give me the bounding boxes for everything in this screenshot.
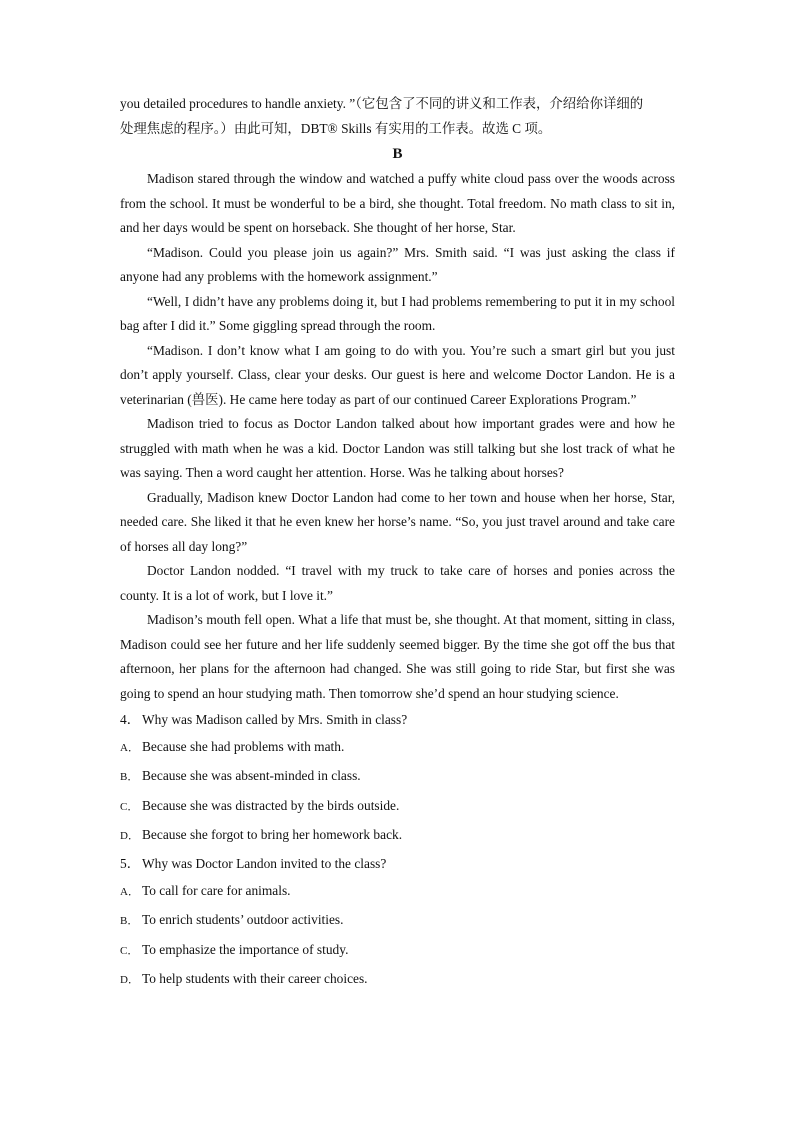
option-c bbox=[120, 792, 675, 821]
passage-paragraph: Gradually, Madison knew Doctor Landon had come to her town and house when her horse, Star, needed care. She liked it that he even knew her horse’s name. “So, you just travel around and take care of horses all day long?” bbox=[120, 489, 675, 554]
passage-paragraph: “Madison. Could you please join us again?” Mrs. Smith said. “I was just asking the class if anyone had any problems with the homework assignment.” bbox=[120, 244, 675, 284]
passage-paragraph: Madison’s mouth fell open. What a life that must be, she thought. At that moment, sitting in class, Madison could see her future and her life suddenly seemed bigger. By the time she got off the bus that afternoon, her plans for the afternoon had changed. She was still going to ride Star, but first she was going to spend an hour studying math. Then tomorrow she’d spend an hour studying science. bbox=[120, 612, 675, 701]
passage bbox=[120, 167, 675, 706]
option-text: To call for care for animals. bbox=[142, 883, 291, 899]
question-stem bbox=[120, 850, 675, 877]
option-label: A． bbox=[120, 742, 139, 755]
option-text: To enrich students’ outdoor activities. bbox=[142, 912, 344, 928]
option-d bbox=[120, 821, 675, 850]
option-label: D． bbox=[120, 973, 139, 986]
option-text: Because she had problems with math. bbox=[142, 739, 345, 755]
option-label: C． bbox=[120, 800, 139, 813]
option-text: Because she was distracted by the birds outside. bbox=[142, 797, 400, 813]
option-label: B． bbox=[120, 915, 139, 928]
question-text: Why was Doctor Landon invited to the class? bbox=[142, 856, 387, 872]
page-content bbox=[120, 92, 675, 994]
question-number: 4． bbox=[120, 712, 141, 727]
question-4 bbox=[120, 706, 675, 850]
question-text: Why was Madison called by Mrs. Smith in class? bbox=[142, 712, 408, 727]
option-label: D． bbox=[120, 829, 139, 842]
intro-line-2: 处理焦虑的程序。）由此可知，DBT® Skills 有实用的工作表。故选 C 项。 bbox=[120, 120, 552, 136]
option-d bbox=[120, 965, 675, 994]
option-label: B． bbox=[120, 771, 139, 784]
question-5 bbox=[120, 850, 675, 994]
option-label: C． bbox=[120, 944, 139, 957]
passage-paragraph: Doctor Landon nodded. “I travel with my truck to take care of horses and ponies across the county. It is a lot of work, but I love it.” bbox=[120, 563, 675, 603]
option-a bbox=[120, 733, 675, 762]
passage-paragraph: “Well, I didn’t have any problems doing it, but I had problems remembering to put it in my school bag after I did it.” Some giggling spread through the room. bbox=[120, 293, 675, 333]
question-stem bbox=[120, 706, 675, 733]
passage-paragraph: “Madison. I don’t know what I am going to do with you. You’re such a smart girl but you just don’t apply yourself. Class, clear your desks. Our guest is here and welcome Doctor Landon. He is a veterinarian (兽医). He came here today as part of our continued Career Explorations Program.” bbox=[120, 342, 675, 407]
intro-line-1: you detailed procedures to handle anxiety. ”（它包含了不同的讲义和工作表，介绍给你详细的 bbox=[120, 96, 644, 111]
option-b bbox=[120, 906, 675, 935]
option-c bbox=[120, 936, 675, 965]
option-label: A． bbox=[120, 886, 139, 899]
passage-paragraph: Madison tried to focus as Doctor Landon talked about how important grades were and how he struggled with math when he was a kid. Doctor Landon was still talking but she lost track of what he was saying. Then a word caught her attention. Horse. Was he talking about horses? bbox=[120, 416, 675, 480]
option-text: Because she forgot to bring her homework back. bbox=[142, 826, 403, 842]
question-number: 5． bbox=[120, 856, 141, 872]
option-text: To emphasize the importance of study. bbox=[142, 941, 349, 957]
passage-paragraph: Madison stared through the window and watched a puffy white cloud pass over the woods across from the school. It must be wonderful to be a bird, she thought. Total freedom. No math class to sit in, and her days would be spent on horseback. She thought of her horse, Star. bbox=[120, 171, 675, 235]
option-text: Because she was absent-minded in class. bbox=[142, 768, 361, 784]
section-heading: B bbox=[392, 146, 403, 162]
option-text: To help students with their career choices. bbox=[142, 970, 368, 986]
option-b bbox=[120, 762, 675, 791]
option-a bbox=[120, 877, 675, 906]
